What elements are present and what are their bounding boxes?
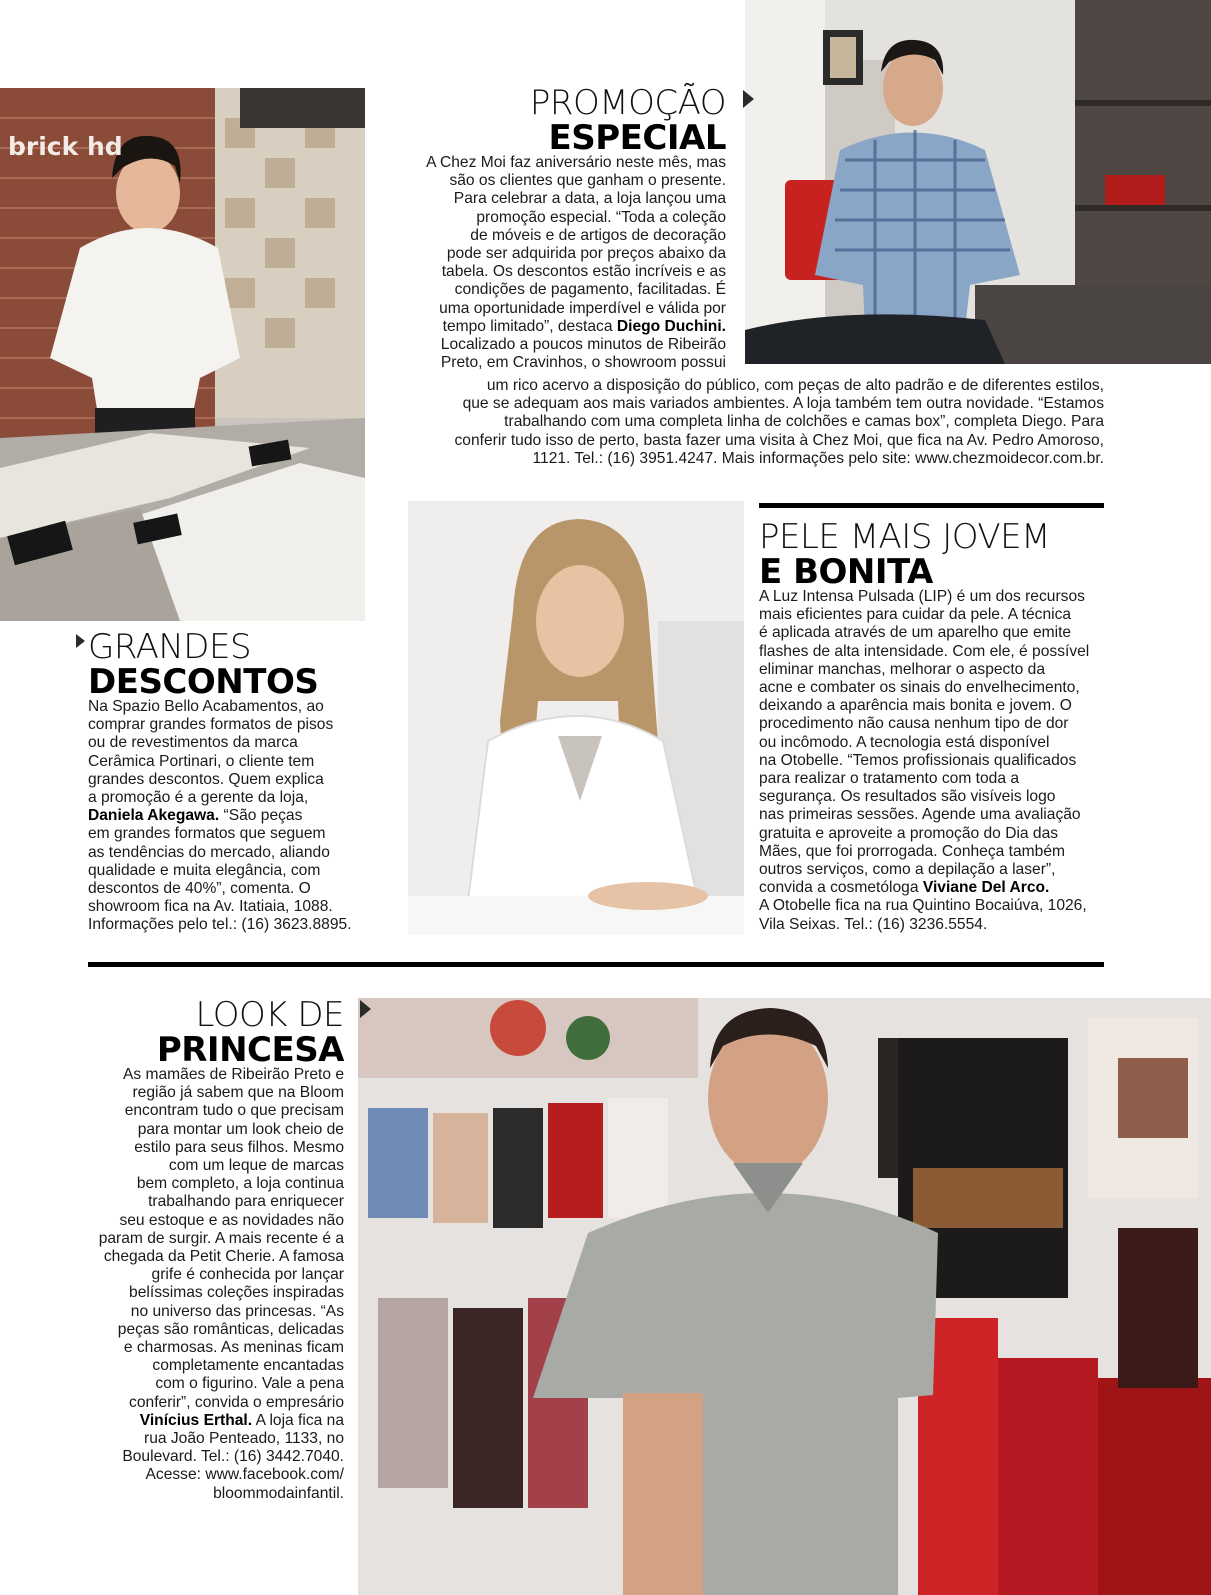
pele-title-bold: E BONITA [759, 552, 933, 592]
text-line: tabela. Os descontos estão incríveis e as [441, 263, 726, 281]
text-line: belíssimas coleções inspiradas [129, 1284, 344, 1302]
text-line: trabalhando para enriquecer [148, 1193, 344, 1211]
text-line: são os clientes que ganham o presente. [449, 172, 726, 190]
text-line: bem completo, a loja continua [136, 1175, 344, 1193]
text-line: nas primeiras sessões. Agende uma avaliação [759, 806, 1081, 824]
text-line: para realizar o tratamento com toda a [759, 770, 1020, 788]
text-line: condições de pagamento, facilitadas. É [454, 281, 726, 299]
text-line: em grandes formatos que seguem [88, 825, 326, 843]
text-line: comprar grandes formatos de pisos [88, 716, 334, 734]
text-line: A Otobelle fica na rua Quintino Bocaiúva, 1026, [759, 897, 1087, 915]
brick-sign-text: brick hd [8, 132, 123, 161]
text-line: pode ser adquirida por preços abaixo da [446, 245, 726, 263]
text-line: que se adequam aos mais variados ambientes. A loja também tem outra novidade. “Estamos [462, 395, 1104, 413]
photo-otobelle [408, 501, 744, 935]
text-line: ou incômodo. A tecnologia está disponível [759, 733, 1050, 751]
text-line: qualidade e muita elegância, com [88, 861, 321, 879]
promocao-intro [360, 154, 726, 372]
text-line: de móveis e de artigos de decoração [470, 226, 726, 244]
princesa-title-bold: PRINCESA [156, 1030, 344, 1070]
person-name: Diego Duchini. [616, 317, 726, 335]
text-line: ou de revestimentos da marca [88, 734, 298, 752]
text-line: promoção especial. “Toda a coleção [476, 208, 726, 226]
text-line: flashes de alta intensidade. Com ele, é possível [759, 642, 1090, 660]
descontos-title-bold: DESCONTOS [88, 662, 319, 702]
text-line: grife é conhecida por lançar [151, 1266, 344, 1284]
text-line: deixando a aparência mais bonita e jovem. O [759, 697, 1072, 715]
text-line: com o figurino. Vale a pena [155, 1375, 344, 1393]
text-line [759, 879, 1109, 897]
text-line: param de surgir. A mais recente é a [98, 1229, 344, 1247]
text-line: Para celebrar a data, a loja lançou uma [453, 190, 726, 208]
text-line: para montar um look cheio de [137, 1120, 344, 1138]
text-line: grandes descontos. Quem explica [88, 770, 324, 788]
article-princesa [80, 995, 344, 1503]
text-line: eliminar manchas, melhorar o aspecto da [759, 660, 1046, 678]
pointer-princesa [360, 1000, 371, 1018]
photo-chez-moi [745, 0, 1211, 364]
text-line: Mães, que foi prorrogada. Conheça também [759, 842, 1065, 860]
text-line: é aplicada através de um aparelho que emite [759, 624, 1072, 642]
text-line: região já sabem que na Bloom [132, 1084, 344, 1102]
text-line: conferir”, convida o empresário [129, 1393, 344, 1411]
divider-bottom [88, 962, 1104, 967]
text-line: trabalhando com uma completa linha de colchões e camas box”, completa Diego. Para [504, 413, 1104, 431]
descontos-body [88, 698, 363, 935]
text-line: a promoção é a gerente da loja, [88, 789, 309, 807]
text-span: A loja fica na [252, 1411, 344, 1429]
person-name: Vinícius Erthal. [139, 1411, 253, 1429]
text-line: As mamães de Ribeirão Preto e [122, 1066, 344, 1083]
text-line: no universo das princesas. “As [130, 1302, 344, 1320]
text-line: gratuita e aproveite a promoção do Dia das [759, 824, 1059, 842]
text-line: com um leque de marcas [168, 1157, 344, 1175]
promocao-title-bold: ESPECIAL [548, 118, 726, 158]
text-line: segurança. Os resultados são visíveis logo [759, 788, 1056, 806]
text-line: Preto, em Cravinhos, o showroom possui [440, 354, 726, 372]
text-line: peças são românticas, delicadas [117, 1320, 344, 1338]
article-descontos [88, 627, 363, 935]
text-line [360, 318, 726, 336]
text-span: convida a cosmetóloga [759, 879, 923, 897]
text-line: showroom fica na Av. Itatiaia, 1088. [88, 898, 333, 916]
text-line: Vila Seixas. Tel.: (16) 3236.5554. [759, 915, 988, 933]
text-line: Boulevard. Tel.: (16) 3442.7040. [122, 1448, 344, 1466]
text-line: Na Spazio Bello Acabamentos, ao [88, 698, 324, 715]
text-line: seu estoque e as novidades não [119, 1211, 344, 1229]
text-span: tempo limitado”, destaca [442, 317, 617, 335]
text-line: na Otobelle. “Temos profissionais qualificados [759, 751, 1077, 769]
text-line: completamente encantadas [152, 1357, 344, 1375]
text-line: A Chez Moi faz aniversário neste mês, mas [426, 154, 726, 171]
text-line [88, 807, 363, 825]
text-line: uma oportunidade imperdível e válida por [439, 299, 726, 317]
promocao-wide-text [376, 377, 1104, 468]
photo-spazio-bello [0, 88, 365, 621]
article-promocao [360, 83, 726, 372]
text-line: 1121. Tel.: (16) 3951.4247. Mais informações pelo site: www.chezmoidecor.com.br. [532, 449, 1104, 467]
text-line: A Luz Intensa Pulsada (LIP) é um dos recursos [759, 588, 1085, 605]
text-line: Localizado a poucos minutos de Ribeirão [440, 336, 726, 354]
text-line: outros serviços, como a depilação a laser”, [759, 861, 1056, 879]
text-line: estilo para seus filhos. Mesmo [134, 1138, 344, 1156]
person-name: Daniela Akegawa. [88, 807, 220, 825]
text-line: chegada da Petit Cherie. A famosa [103, 1248, 344, 1266]
photo-bloom [358, 998, 1211, 1595]
pele-body [759, 588, 1109, 934]
princesa-body [80, 1066, 344, 1503]
text-line [80, 1412, 344, 1430]
text-line: bloommodainfantil. [213, 1484, 344, 1502]
descontos-title-light: GRANDES [88, 627, 252, 667]
princesa-title-light: LOOK DE [195, 995, 344, 1035]
article-pele [759, 517, 1109, 934]
pointer-descontos [76, 634, 85, 648]
divider-pele [759, 503, 1104, 508]
text-line: mais eficientes para cuidar da pele. A técnica [759, 606, 1072, 624]
text-line: acne e combater os sinais do envelhecimento, [759, 679, 1080, 697]
pele-title-light: PELE MAIS JOVEM [759, 517, 1050, 557]
text-line: um rico acervo a disposição do público, com peças de alto padrão e de diferentes estilos, [486, 377, 1104, 394]
text-line: conferir tudo isso de perto, basta fazer uma visita à Chez Moi, que fica na Av. Pedro Amoroso, [454, 431, 1104, 449]
text-line: procedimento não causa nenhum tipo de dor [759, 715, 1069, 733]
text-line: e charmosas. As meninas ficam [123, 1339, 344, 1357]
text-line: descontos de 40%”, comenta. O [88, 880, 311, 898]
text-line: Cerâmica Portinari, o cliente tem [88, 752, 315, 770]
text-line: as tendências do mercado, aliando [88, 843, 330, 861]
person-name: Viviane Del Arco. [922, 879, 1050, 897]
pointer-promocao [743, 90, 754, 108]
promocao-title-light: PROMOÇÃO [529, 83, 726, 123]
text-line: encontram tudo o que precisam [124, 1102, 344, 1120]
text-line: rua João Penteado, 1133, no [144, 1430, 344, 1448]
text-line: Informações pelo tel.: (16) 3623.8895. [88, 916, 352, 934]
text-span: “São peças [219, 807, 303, 825]
text-line: Acesse: www.facebook.com/ [145, 1466, 344, 1484]
